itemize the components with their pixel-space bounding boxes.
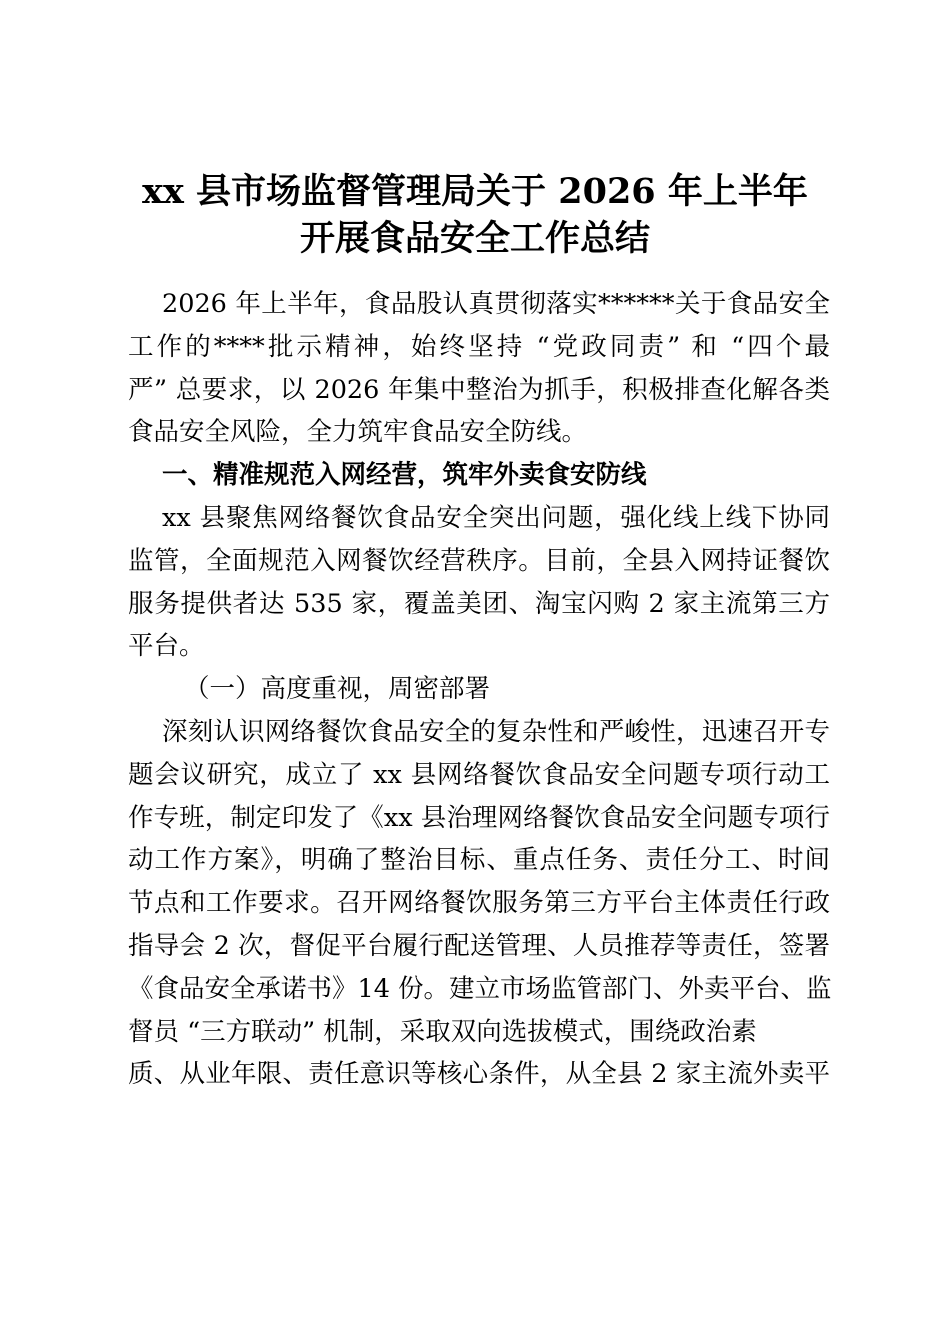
title-line-1: xx 县市场监督管理局关于 2026 年上半年	[142, 171, 808, 212]
paragraph-line: 指导会 2 次，督促平台履行配送管理、人员推荐等责任，签署	[128, 930, 830, 961]
paragraph-line: 深刻认识网络餐饮食品安全的复杂性和严峻性，迅速召开专	[162, 716, 830, 747]
paragraph-line: 工作的****批示精神，始终坚持 “党政同责” 和 “四个最	[128, 331, 830, 362]
paragraph-line: xx 县聚焦网络餐饮食品安全突出问题，强化线上线下协同	[162, 502, 830, 533]
paragraph-line: 2026 年上半年，食品股认真贯彻落实******关于食品安全	[162, 289, 830, 319]
paragraph-line: 节点和工作要求。召开网络餐饮服务第三方平台主体责任行政	[128, 888, 830, 919]
paragraph-line: 题会议研究，成立了 xx 县网络餐饮食品安全问题专项行动工	[128, 759, 830, 790]
paragraph-line: 动工作方案》，明确了整治目标、重点任务、责任分工、时间	[128, 845, 830, 876]
title-line-2: 开展食品安全工作总结	[299, 218, 650, 259]
subsection1-paragraph	[128, 711, 830, 1096]
paragraph-line: 服务提供者达 535 家，覆盖美团、淘宝闪购 2 家主流第三方	[128, 588, 830, 619]
paragraph-line: 质、从业年限、责任意识等核心条件，从全县 2 家主流外卖平	[128, 1059, 830, 1090]
paragraph-line: 严” 总要求，以 2026 年集中整治为抓手，积极排查化解各类	[128, 374, 830, 405]
section-heading: 一、精准规范入网经营，筑牢外卖食安防线	[162, 460, 647, 491]
subsection-heading: （一）高度重视，周密部署	[184, 674, 491, 705]
document-body	[128, 283, 830, 1096]
paragraph-line: 《食品安全承诺书》14 份。建立市场监管部门、外卖平台、监	[128, 973, 832, 1004]
document-title	[0, 168, 950, 262]
intro-paragraph	[128, 283, 830, 454]
paragraph-line: 督员 “三方联动” 机制，采取双向选拔模式，围绕政治素	[128, 1016, 757, 1047]
paragraph-line: 监管，全面规范入网餐饮经营秩序。目前，全县入网持证餐饮	[128, 545, 830, 576]
paragraph-line: 食品安全风险，全力筑牢食品安全防线。	[128, 417, 588, 448]
paragraph-line: 作专班，制定印发了《xx 县治理网络餐饮食品安全问题专项行	[128, 802, 830, 833]
paragraph-line: 平台。	[128, 631, 205, 662]
section1-paragraph	[128, 497, 830, 668]
